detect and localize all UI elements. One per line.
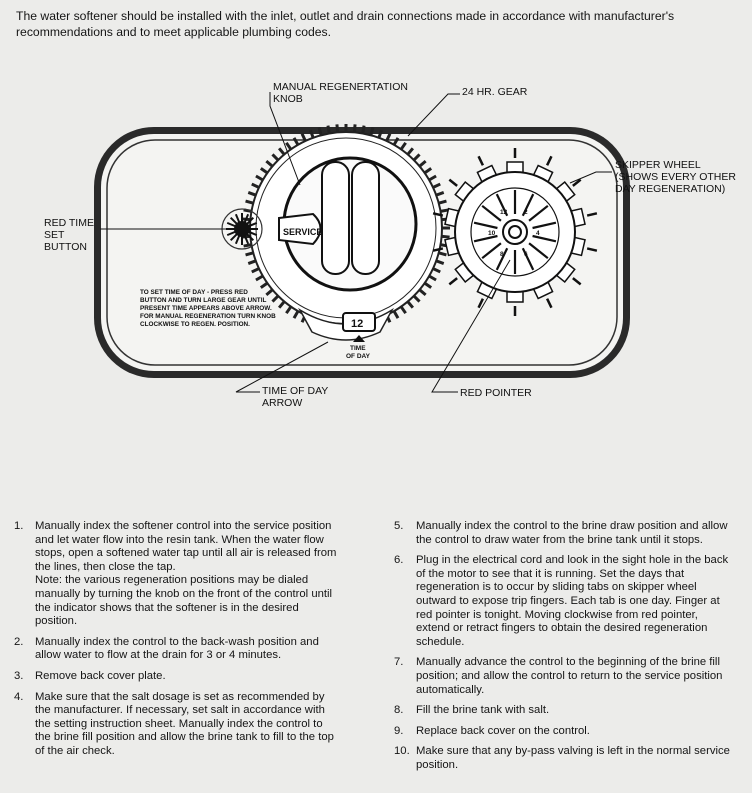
- time-label: TIME: [350, 345, 366, 352]
- svg-text:BUTTON: BUTTON: [44, 241, 87, 253]
- svg-text:PRESENT TIME APPEARS ABOVE ARR: PRESENT TIME APPEARS ABOVE ARROW.: [140, 305, 272, 312]
- steps-left-column: [14, 520, 338, 766]
- dial-number: 12: [500, 209, 508, 217]
- step-item: 1. Manually index the softener control into the service position and let water flow into the resin tank. When the water flow stops, open a softened water tap until all air is released from the lines, then close the tap. Note: the various regeneration positions may be dialed manually by turning the knob on the front of the control until the indicator shows that the softener is in the desired position.: [14, 520, 337, 628]
- svg-text:TO SET TIME OF DAY - PRESS RED: TO SET TIME OF DAY - PRESS RED: [140, 289, 248, 296]
- svg-text:BUTTON AND TURN LARGE GEAR UNT: BUTTON AND TURN LARGE GEAR UNTIL: [140, 297, 267, 304]
- step-item: 8. Fill the brine tank with salt.: [394, 704, 550, 717]
- dial-number: 6: [524, 250, 528, 258]
- red-pointer-label: RED POINTER: [460, 387, 532, 399]
- svg-text:FOR MANUAL REGENERATION TURN K: FOR MANUAL REGENERATION TURN KNOB: [140, 313, 276, 320]
- step-item: 3. Remove back cover plate.: [14, 669, 166, 682]
- steps-right-column: [394, 520, 730, 780]
- step-item: 9. Replace back cover on the control.: [394, 724, 590, 737]
- svg-text:KNOB: KNOB: [273, 93, 303, 105]
- dial-number: 2: [524, 209, 528, 217]
- svg-text:CLOCKWISE TO REGEN. POSITION.: CLOCKWISE TO REGEN. POSITION.: [140, 321, 250, 328]
- red-time-set-button-label: RED TIME: [44, 217, 94, 229]
- step-item: 4. Make sure that the salt dosage is set as recommended by the manufacturer. If necessary, set salt in accordance with the setting instruction sheet. Manually index the control to the brine fill position and allow the brine tank to fill to the top of the air check.: [14, 690, 334, 757]
- svg-text:(SHOWS EVERY OTHER: (SHOWS EVERY OTHER: [615, 171, 736, 183]
- manual-regen-knob-label: MANUAL REGENERTATION: [273, 81, 408, 93]
- time-of-day-arrow-label: TIME OF DAY: [262, 385, 329, 397]
- skipper-wheel-label: SKIPPER WHEEL: [615, 159, 701, 171]
- step-item: 7. Manually advance the control to the beginning of the brine fill position; and allow the control to return to the service position automatically.: [394, 656, 723, 696]
- step-item: 10. Make sure that any by-pass valving is left in the normal service position.: [394, 745, 730, 771]
- softener-control-diagram: [0, 60, 752, 420]
- service-label: SERVICE: [283, 227, 323, 237]
- step-item: 5. Manually index the control to the brine draw position and allow the control to draw water from the brine tank until it stops.: [394, 520, 728, 546]
- step-item: 6. Plug in the electrical cord and look in the sight hole in the back of the motor to see that it is running. Set the days that regeneration is to occur by sliding tabs on skipper wheel outward to expose trip fingers. Each tab is one day. Finger at red pointer is tonight. Moving clockwise from red pointer, extend or retract fingers to obtain the desired regeneration schedule.: [394, 554, 729, 648]
- of-day-label: OF DAY: [346, 353, 370, 360]
- dial-number: 8: [500, 250, 504, 258]
- intro-paragraph: The water softener should be installed with the inlet, outlet and drain connections made in accordance with manufacturer's recommendations and to meet applicable plumbing codes.: [16, 9, 675, 39]
- time-window-value: 12: [351, 318, 364, 330]
- dial-number: 4: [536, 230, 540, 237]
- svg-text:SET: SET: [44, 229, 65, 241]
- svg-text:ARROW: ARROW: [262, 397, 303, 409]
- dial-number: 10: [488, 230, 496, 237]
- 24hr-gear-label: 24 HR. GEAR: [462, 86, 528, 98]
- svg-text:DAY REGENERATION): DAY REGENERATION): [615, 183, 726, 195]
- step-item: 2. Manually index the control to the back-wash position and allow water to flow at the drain for 3 or 4 minutes.: [14, 635, 319, 662]
